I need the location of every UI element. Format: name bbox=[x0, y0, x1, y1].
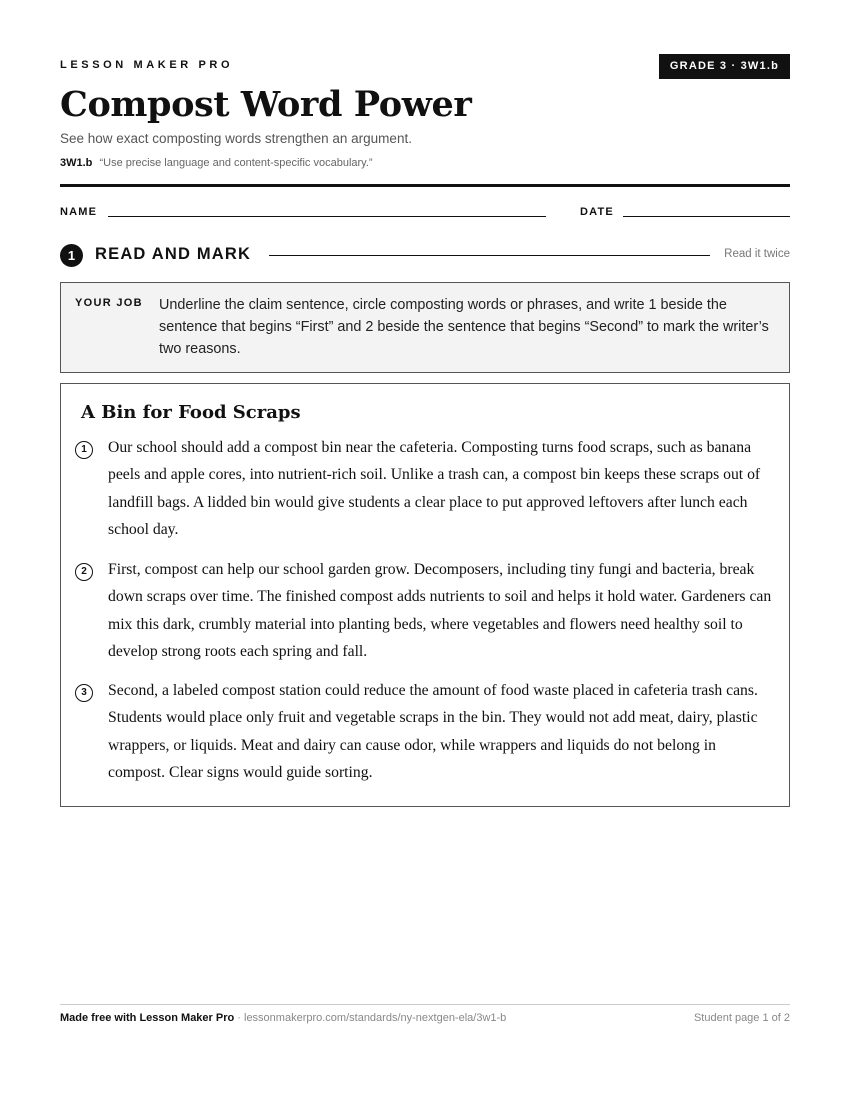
paragraph-number-icon: 3 bbox=[75, 684, 93, 702]
paragraph-text: Second, a labeled compost station could reduce the amount of food waste placed in cafeteria trash cans. Students would place only fruit and vegetable scraps in the bin. They would not add meat, dairy, plastic wrappers, or liquids. Meat and dairy can cause odor, while wrappers and liquids do not belong in compost. Clear signs would guide sorting. bbox=[108, 682, 758, 781]
job-label: YOUR JOB bbox=[75, 297, 143, 309]
standard-line bbox=[60, 157, 373, 169]
worksheet-page bbox=[60, 0, 790, 1100]
job-instructions: Underline the claim sentence, circle composting words or phrases, and write 1 beside the sentence that begins “First” and 2 beside the sentence that begins “Second” to mark the writer’s two reasons. bbox=[159, 297, 769, 357]
section-divider bbox=[269, 255, 710, 256]
page-subtitle: See how exact composting words strengthen an argument. bbox=[60, 131, 412, 146]
standard-code: 3W1.b bbox=[60, 157, 93, 169]
paragraph-number-icon: 2 bbox=[75, 563, 93, 581]
passage-box bbox=[60, 383, 790, 807]
page-title: Compost Word Power bbox=[60, 84, 472, 125]
footer-url[interactable]: · lessonmakerpro.com/standards/ny-nextgen-ela/3w1-b bbox=[234, 1012, 507, 1024]
name-field[interactable] bbox=[108, 216, 546, 217]
date-label: DATE bbox=[580, 206, 614, 218]
brand-name: LESSON MAKER PRO bbox=[60, 59, 234, 71]
paragraph-text: Our school should add a compost bin near the cafeteria. Composting turns food scraps, such as banana peels and apple cores, into nutrient-rich soil. Unlike a trash can, a compost bin keeps these scraps out of landfill bags. A lidded bin would give students a clear place to put approved leftovers after lunch each school day. bbox=[108, 439, 761, 538]
footer-page-number: Student page 1 of 2 bbox=[693, 1012, 790, 1024]
name-label: NAME bbox=[60, 206, 98, 218]
standard-text: “Use precise language and content-specific vocabulary.” bbox=[99, 157, 373, 169]
footer-credit bbox=[60, 1012, 506, 1024]
passage-title: A Bin for Food Scraps bbox=[81, 402, 301, 423]
section-number: 1 bbox=[60, 244, 83, 267]
grade-badge: GRADE 3 · 3W1.b bbox=[659, 54, 790, 79]
paragraph-text: First, compost can help our school garden grow. Decomposers, including tiny fungi and bacteria, break down scraps over time. The finished compost adds nutrients to soil and helps it hold water. Gardeners can mix this dark, crumbly material into planting beds, where vegetables and flowers need healthy soil to develop strong roots each spring and fall. bbox=[108, 561, 772, 660]
section-note: Read it twice bbox=[724, 248, 790, 260]
footer-made: Made free with Lesson Maker Pro bbox=[60, 1012, 235, 1024]
section-title: READ AND MARK bbox=[95, 245, 252, 263]
job-box bbox=[60, 282, 790, 373]
header-divider bbox=[60, 184, 790, 187]
footer-divider bbox=[60, 1004, 790, 1005]
paragraph-number-icon: 1 bbox=[75, 441, 93, 459]
date-field[interactable] bbox=[623, 216, 790, 217]
